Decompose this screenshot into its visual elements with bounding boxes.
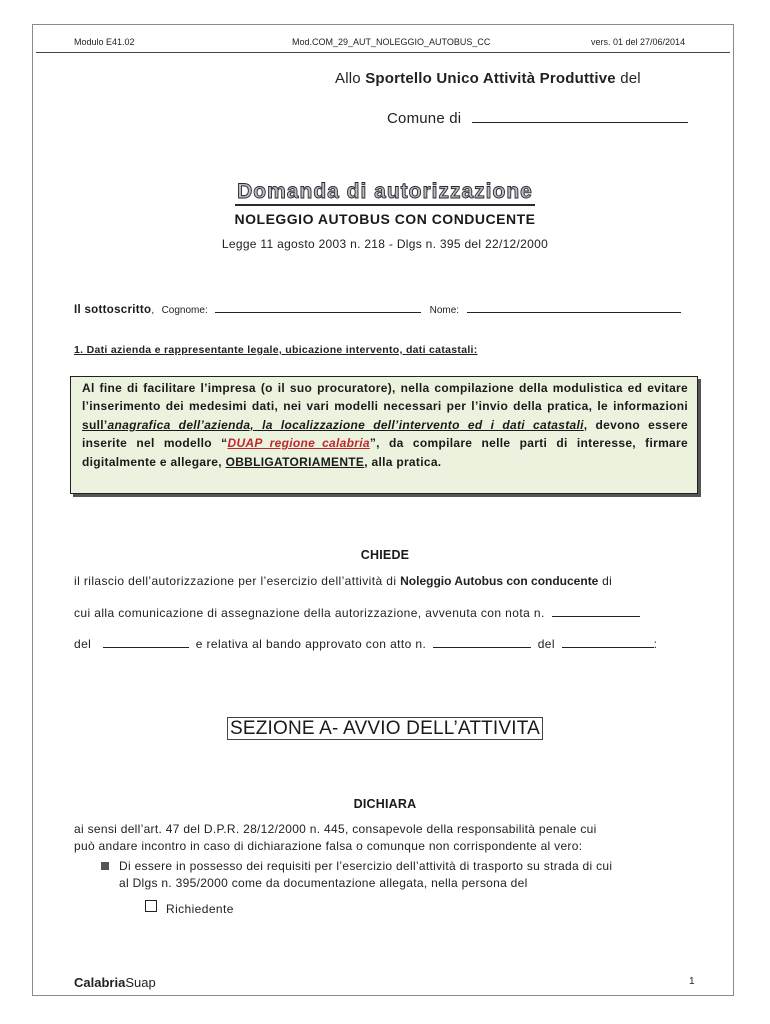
header-model-name: Mod.COM_29_AUT_NOLEGGIO_AUTOBUS_CC xyxy=(292,37,491,47)
address-line-2 xyxy=(387,110,688,127)
atto-number-field[interactable] xyxy=(433,637,531,648)
calabria-suap-logo: CalabriaSuap xyxy=(74,975,156,990)
comune-label: Comune di xyxy=(387,110,462,127)
header-divider xyxy=(36,52,730,53)
section-1-heading: 1. Dati azienda e rappresentante legale, ubicazione intervento, dati catastali: xyxy=(74,344,478,356)
duap-model-link[interactable]: DUAP_regione_calabria xyxy=(227,436,370,451)
document-subtitle: NOLEGGIO AUTOBUS CON CONDUCENTE xyxy=(234,211,536,227)
header-module-code: Modulo E41.02 xyxy=(74,37,135,47)
chiede-heading: CHIEDE xyxy=(360,548,410,562)
bullet-square-icon xyxy=(101,862,109,870)
chiede-line-2: cui alla comunicazione di assegnazione della autorizzazione, avvenuta con nota n. xyxy=(74,606,704,620)
surname-field[interactable] xyxy=(215,302,421,313)
comune-field[interactable] xyxy=(472,110,688,123)
law-reference: Legge 11 agosto 2003 n. 218 - Dlgs n. 395 del 22/12/2000 xyxy=(221,237,549,251)
surname-label: Cognome: xyxy=(161,305,208,316)
richiedente-label: Richiedente xyxy=(166,902,234,916)
dichiara-paragraph: ai sensi dell’art. 47 del D.P.R. 28/12/2000 n. 445, consapevole della responsabilità penale cui può andare incontro in caso di dichiarazione falsa o comunque non corrispondente al vero: xyxy=(74,822,597,853)
nota-number-field[interactable] xyxy=(552,606,640,617)
nota-date-field[interactable] xyxy=(103,637,189,648)
applicant-row: Il sottoscritto, Cognome: Nome: xyxy=(74,300,704,318)
address-line-1: Allo Sportello Unico Attività Produttive del xyxy=(335,70,641,87)
header-version: vers. 01 del 27/06/2014 xyxy=(591,37,686,47)
applicant-label: Il sottoscritto xyxy=(74,304,152,316)
richiedente-checkbox[interactable] xyxy=(145,900,157,912)
page-number: 1 xyxy=(689,976,695,987)
atto-date-field[interactable] xyxy=(562,637,654,648)
section-a-wrap xyxy=(0,718,770,740)
title-wrap xyxy=(0,180,770,204)
bullet-requirements: Di essere in possesso dei requisiti per l’esercizio dell’attività di trasporto su strada di cui al Dlgs n. 395/2000 come da documentazione allegata, nella persona del xyxy=(119,859,613,890)
chiede-line-3: del e relativa al bando approvato con atto n. del : xyxy=(74,637,658,651)
document-title: Domanda di autorizzazione xyxy=(235,180,535,206)
chiede-line-1: il rilascio dell’autorizzazione per l’esercizio dell’attività di Noleggio Autobus con conducente di xyxy=(74,574,613,588)
name-field[interactable] xyxy=(467,302,681,313)
dichiara-heading: DICHIARA xyxy=(353,797,417,811)
info-box: Al fine di facilitare l’impresa (o il suo procuratore), nella compilazione della modulistica ed evitare l’inserimento dei medesimi dati, nei vari modelli necessari per l’invio della pratica, le informazioni sull’anagrafica dell’azienda, la localizzazione dell’intervento ed i dati catastali, devono essere inserite nel modello “DUAP_regione_calabria”, da compilare nelle parti di interesse, firmare digitalmente e allegare, OBBLIGATORIAMENTE, alla pratica. xyxy=(70,376,698,494)
section-a-title: SEZIONE A- AVVIO DELL’ATTIVITA xyxy=(227,717,543,740)
name-label: Nome: xyxy=(429,305,460,316)
